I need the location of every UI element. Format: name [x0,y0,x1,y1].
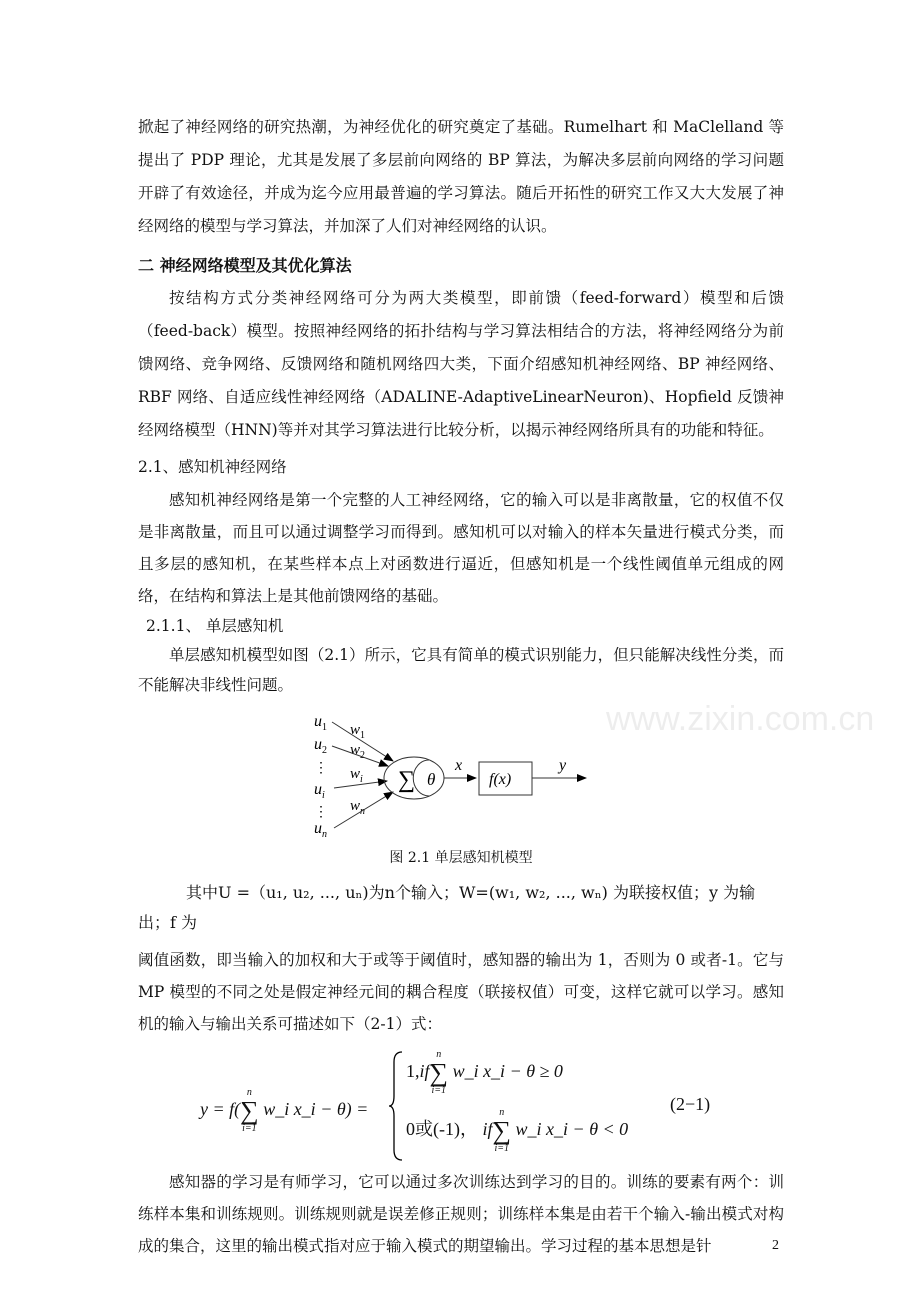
sigma: n ∑ i=1 [240,1087,259,1134]
weight-wn: $w_n$ [350,798,366,817]
formula-2-1 [200,1050,760,1162]
perceptron-diagram [0,706,920,846]
arrow-un [334,792,393,828]
paragraph-intro: 掀起了神经网络的研究热潮，为神经优化的研究奠定了基础。Rumelhart 和 MaClelland 等提出了 PDP 理论，尤其是发展了多层前向网络的 BP 算法，为解决多层前向网络的学习问题开辟了有效途径，并成为迄今应用最普遍的学习算法。随后开拓性的研究工作又大大发展了神经网络的模型与学习算法，并加深了人们对神经网络的认识。 [138,118,784,235]
dots-2: ⋮ [314,805,328,820]
document-body [138,111,784,1262]
weight-w2: $w_2$ [350,742,366,761]
paragraph-model-classes: 按结构方式分类神经网络可分为两大类模型，即前馈（feed-forward）模型和后馈（feed-back）模型。按照神经网络的拓扑结构与学习算法相结合的方法，将神经网络分为前馈网络、竞争网络、反馈网络和随机网络四大类，下面介绍感知机神经网络、BP 神经网络、RBF 网络、自适应线性神经网络（ADALINE-AdaptiveLinearNeuron)、Hopfield 反馈神经网络模型（HNN)等并对其学习算法进行比较分析，以揭示神经网络所具有的功能和特征。 [138,289,784,439]
fx-label: f(x) [489,771,512,788]
paragraph-definitions: 阈值函数，即当输入的加权和大于或等于阈值时，感知器的输出为 1，否则为 0 或者-1。它与 MP 模型的不同之处是假定神经元间的耦合程度（联接权值）可变，这样它就可以学习。感知机的输入与输出关系可描述如下（2-1）式： [138,951,784,1033]
formula-lhs: y = f( n ∑ i=1 w_i x_i − θ) = [200,1087,369,1134]
watermark: www.zixin.com.cn [606,700,875,738]
input-u1: $u_1$ [314,713,327,733]
paragraph-definitions-line1: 其中U =（u₁, u₂, ..., uₙ)为n个输入；W=(w₁, w₂, ..., wₙ) 为联接权值；y 为输出；f 为 [138,883,756,932]
input-u2: $u_2$ [314,736,327,756]
input-ui: $u_i$ [314,781,325,801]
figure-block [0,706,920,846]
input-un: $u_n$ [314,820,327,840]
weight-w1: $w_1$ [350,722,366,741]
weight-labels [350,722,365,817]
paragraph-perceptron: 感知机神经网络是第一个完整的人工神经网络，它的输入可以是非离散量，它的权值不仅是非离散量，而且可以通过调整学习而得到。感知机可以对输入的样本矢量进行模式分类，而且多层的感知机，在某些样本点上对函数进行逼近，但感知机是一个线性阈值单元组成的网络，在结构和算法上是其他前馈网络的基础。 [138,491,784,605]
section-heading-2: 二 神经网络模型及其优化算法 [138,256,352,275]
paragraph-learning: 感知器的学习是有师学习，它可以通过多次训练达到学习的目的。训练的要素有两个：训练样本集和训练规则。训练规则就是误差修正规则；训练样本集是由若干个输入-输出模式对构成的集合，这里的输出模式指对应于输入模式的期望输出。学习过程的基本思想是针 [138,1173,784,1255]
subsection-heading-2-1: 2.1、感知机神经网络 [138,458,287,476]
paragraph-single-layer: 单层感知机模型如图（2.1）所示，它具有简单的模式识别能力，但只能解决线性分类，而不能解决非线性问题。 [138,646,784,694]
subsection-heading-2-1-1: 2.1.1、 单层感知机 [146,617,284,635]
formula-case-1: 1,if n ∑ i=1 w_i x_i − θ ≥ 0 [406,1049,563,1096]
dots-1: ⋮ [314,761,328,776]
equation-number: (2−1) [670,1094,711,1114]
input-labels [314,713,328,840]
formula-case-2: 0或(-1)， if n ∑ i=1 w_i x_i − θ < 0 [406,1107,629,1154]
figure-caption: 图 2.1 单层感知机模型 [389,850,533,866]
page-number: 2 [772,1238,779,1253]
y-label: y [559,757,567,774]
sum-symbol: ∑ [398,767,416,793]
theta-symbol: θ [427,770,436,789]
x-label: x [455,757,463,774]
weight-wi: $w_i$ [350,766,363,785]
brace-icon [388,1050,404,1162]
